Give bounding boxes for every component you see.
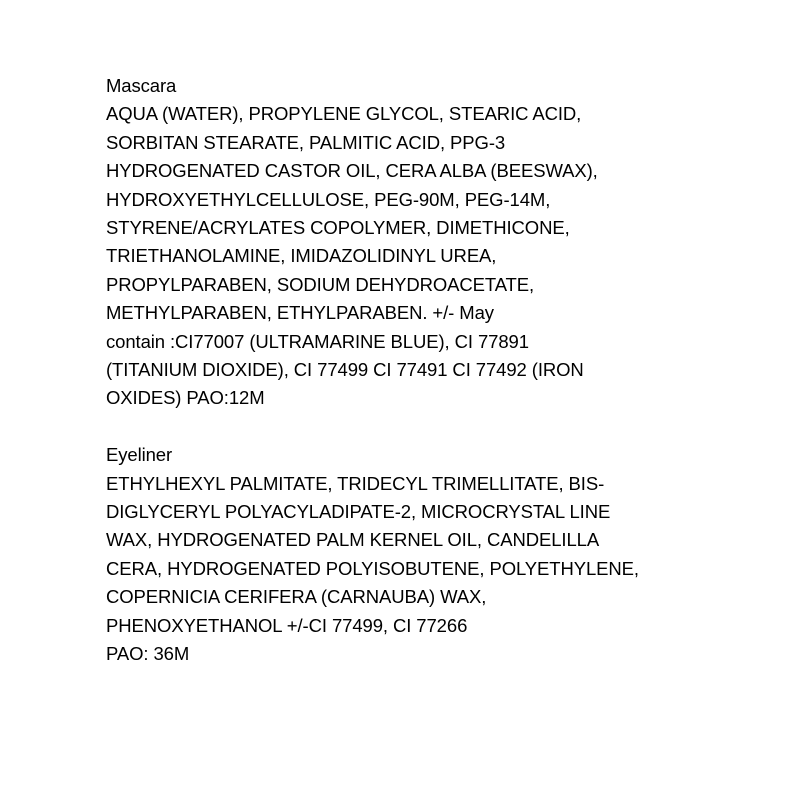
mascara-section xyxy=(106,72,766,413)
ingredient-line: ETHYLHEXYL PALMITATE, TRIDECYL TRIMELLITATE, BIS- xyxy=(106,472,605,494)
ingredient-line: HYDROGENATED CASTOR OIL, CERA ALBA (BEESWAX), xyxy=(106,160,598,182)
ingredient-line: WAX, HYDROGENATED PALM KERNEL OIL, CANDELILLA xyxy=(106,529,600,551)
ingredient-line: TRIETHANOLAMINE, IMIDAZOLIDINYL UREA, xyxy=(106,245,497,267)
section-spacer xyxy=(106,413,766,441)
ingredient-line: HYDROXYETHYLCELLULOSE, PEG-90M, PEG-14M, xyxy=(106,188,551,210)
ingredient-line: PHENOXYETHANOL +/-CI 77499, CI 77266 xyxy=(106,614,468,636)
ingredient-line: CERA, HYDROGENATED POLYISOBUTENE, POLYETHYLENE, xyxy=(106,557,639,579)
ingredient-line: COPERNICIA CERIFERA (CARNAUBA) WAX, xyxy=(106,586,487,608)
section-title: Mascara xyxy=(106,75,177,96)
ingredient-line: STYRENE/ACRYLATES COPOLYMER, DIMETHICONE, xyxy=(106,217,570,239)
ingredient-line: (TITANIUM DIOXIDE), CI 77499 CI 77491 CI 77492 (IRON xyxy=(106,359,584,381)
ingredient-line: contain :CI77007 (ULTRAMARINE BLUE), CI 77891 xyxy=(106,330,529,352)
section-title: Eyeliner xyxy=(106,444,173,466)
ingredient-line: DIGLYCERYL POLYACYLADIPATE-2, MICROCRYSTAL LINE xyxy=(106,501,611,523)
ingredient-line: SORBITAN STEARATE, PALMITIC ACID, PPG-3 xyxy=(106,131,506,153)
ingredient-line: PAO: 36M xyxy=(106,643,190,665)
ingredient-line: METHYLPARABEN, ETHYLPARABEN. +/- May xyxy=(106,302,494,324)
eyeliner-section xyxy=(106,441,766,668)
ingredient-line: PROPYLPARABEN, SODIUM DEHYDROACETATE, xyxy=(106,273,535,295)
ingredient-line: OXIDES) PAO:12M xyxy=(106,387,265,409)
ingredients-document xyxy=(106,72,766,669)
ingredient-line: AQUA (WATER), PROPYLENE GLYCOL, STEARIC ACID, xyxy=(106,103,582,125)
